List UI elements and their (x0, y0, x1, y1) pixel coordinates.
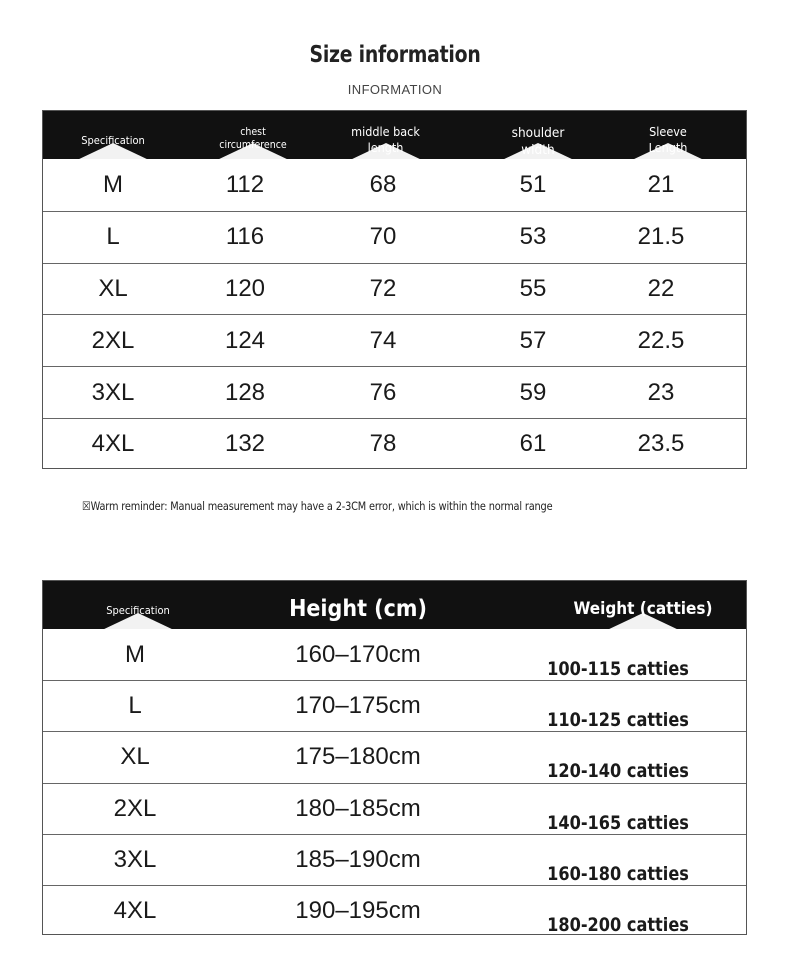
page-subtitle: INFORMATION (347, 82, 443, 97)
page-title: Size information (309, 42, 481, 68)
table-row (43, 783, 746, 834)
measurement-value: 21.5 (637, 223, 685, 251)
size-label: XL (98, 274, 128, 302)
measurement-value: 132 (224, 430, 266, 458)
measurement-value: 116 (225, 223, 265, 251)
header-sleeve-length: Sleeve Length (603, 111, 733, 159)
header-weight: Weight (catties) (548, 581, 738, 629)
weight-range: 160-180 catties (547, 862, 689, 885)
header-specification: Specification (43, 111, 183, 159)
warm-reminder-note: ☒Warm reminder: Manual measurement may have a 2-3CM error, which is within the normal range (82, 499, 553, 513)
measurement-value: 23 (647, 378, 675, 406)
header-shoulder-width: shoulder width (473, 111, 603, 159)
measurement-value: 68 (369, 170, 397, 198)
header-height: Height (cm) (289, 596, 427, 622)
height-range: 180–185cm (295, 794, 421, 822)
size-label: 3XL (91, 378, 135, 406)
size-label: 4XL (113, 897, 157, 925)
measurement-value: 59 (519, 378, 547, 406)
header-middle-back-length: middle back length (323, 111, 448, 159)
table-row (43, 211, 746, 263)
measurement-value: 22.5 (637, 326, 685, 354)
size-label: 3XL (113, 845, 157, 873)
table-row (43, 731, 746, 782)
measurement-value: 23.5 (637, 430, 685, 458)
size-label: M (125, 640, 145, 668)
table-row (43, 314, 746, 366)
measurement-value: 55 (519, 274, 547, 302)
table-row (43, 629, 746, 680)
height-range: 175–180cm (295, 743, 421, 771)
size-label: M (103, 170, 123, 198)
weight-range: 140-165 catties (547, 811, 689, 834)
height-range: 190–195cm (295, 897, 421, 925)
table-row (43, 366, 746, 418)
table-row (43, 418, 746, 470)
measurement-value: 70 (369, 223, 397, 251)
size-label: L (106, 223, 120, 251)
size-measurement-table (42, 110, 747, 469)
weight-range: 100-115 catties (547, 657, 689, 680)
header-specification: Specification (63, 581, 213, 629)
table-header (43, 111, 746, 159)
measurement-value: 61 (519, 430, 547, 458)
table-row (43, 680, 746, 731)
measurement-value: 21 (647, 170, 675, 198)
size-label: L (128, 692, 142, 720)
weight-range: 120-140 catties (547, 760, 689, 783)
measurement-value: 74 (369, 326, 397, 354)
measurement-value: 22 (647, 274, 675, 302)
table-header (43, 581, 746, 629)
table-row (43, 834, 746, 885)
measurement-value: 128 (224, 378, 266, 406)
header-chest-circumference: chest circumference (183, 111, 323, 159)
table-row (43, 885, 746, 936)
measurement-value: 112 (225, 170, 265, 198)
weight-range: 110-125 catties (547, 709, 689, 732)
measurement-value: 72 (369, 274, 397, 302)
measurement-value: 124 (224, 326, 266, 354)
table-row (43, 159, 746, 211)
measurement-value: 53 (519, 223, 547, 251)
size-label: 2XL (91, 326, 135, 354)
size-label: XL (120, 743, 150, 771)
measurement-value: 78 (369, 430, 397, 458)
height-range: 170–175cm (295, 692, 421, 720)
height-weight-table (42, 580, 747, 935)
height-range: 160–170cm (295, 640, 421, 668)
size-label: 4XL (91, 430, 135, 458)
measurement-value: 120 (224, 274, 266, 302)
weight-range: 180-200 catties (547, 914, 689, 937)
table-row (43, 263, 746, 315)
measurement-value: 76 (369, 378, 397, 406)
height-range: 185–190cm (295, 845, 421, 873)
size-label: 2XL (113, 794, 157, 822)
measurement-value: 57 (519, 326, 547, 354)
measurement-value: 51 (519, 170, 547, 198)
